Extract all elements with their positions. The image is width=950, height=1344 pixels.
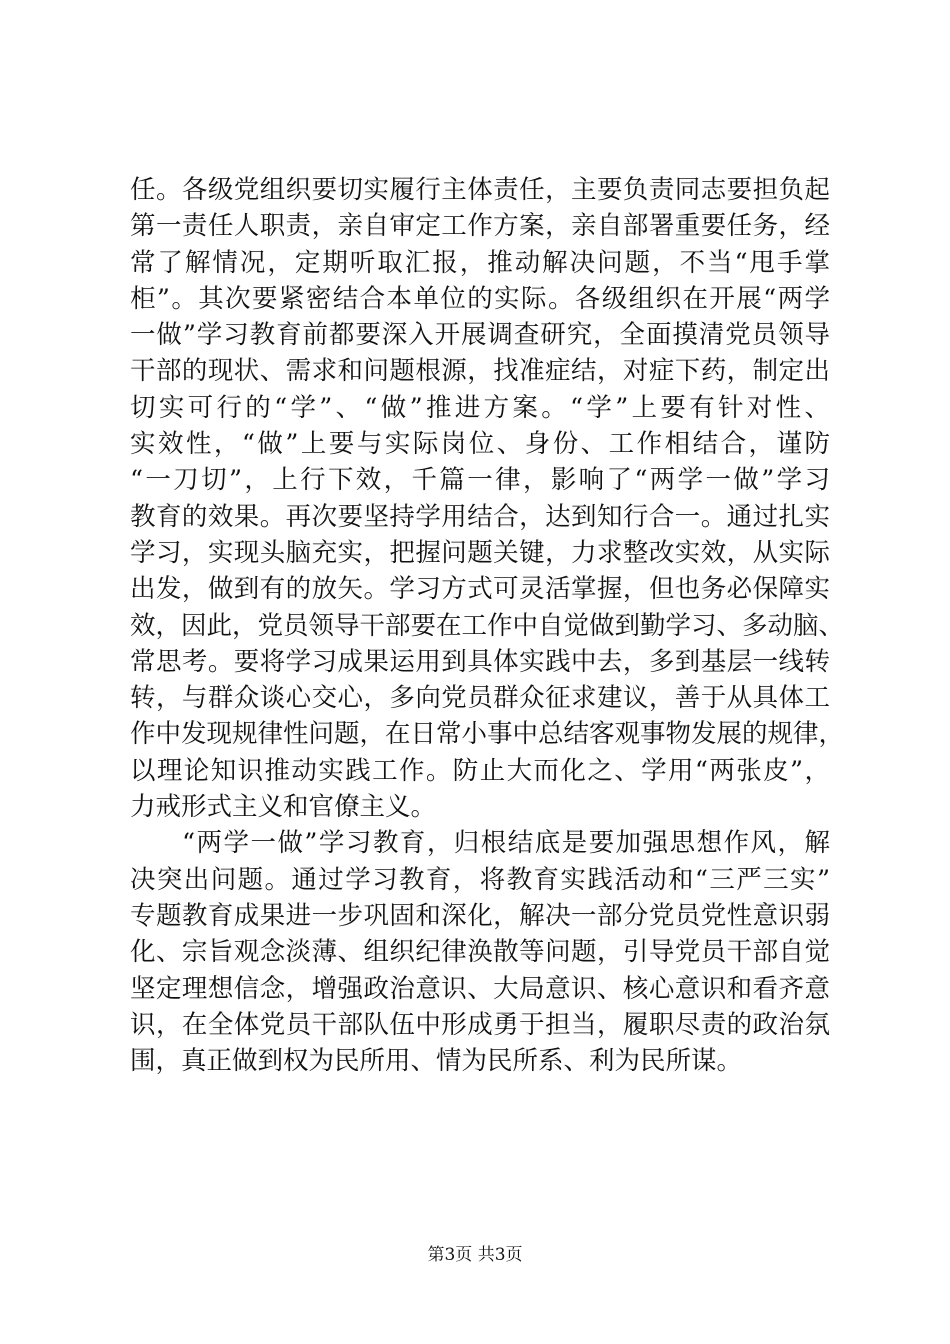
text-line: 学习，实现头脑充实，把握问题关键，力求整改实效，从实际 [130, 537, 830, 568]
text-line: 常了解情况，定期听取汇报，推动解决问题，不当“甩手掌 [130, 247, 830, 278]
text-line: 干部的现状、需求和问题根源，找准症结，对症下药，制定出 [130, 356, 830, 387]
text-line: 以理论知识推动实践工作。防止大而化之、学用“两张皮”， [130, 755, 830, 786]
text-line: 任。各级党组织要切实履行主体责任，主要负责同志要担负起 [130, 175, 830, 205]
text-line: 转，与群众谈心交心，多向党员群众征求建议，善于从具体工 [130, 683, 830, 714]
text-line: 出发，做到有的放矢。学习方式可灵活掌握，但也务必保障实 [130, 574, 830, 605]
text-line: 柜”。其次要紧密结合本单位的实际。各级组织在开展“两学 [130, 283, 830, 314]
text-line: “一刀切”，上行下效，千篇一律，影响了“两学一做”学习 [130, 465, 830, 496]
text-line: 围，真正做到权为民所用、情为民所系、利为民所谋。 [130, 1046, 743, 1077]
paragraph-2 [130, 825, 830, 1079]
text-line: 切实可行的“学”、“做”推进方案。“学”上要有针对性、 [130, 392, 830, 423]
text-line: 坚定理想信念，增强政治意识、大局意识、核心意识和看齐意 [130, 973, 830, 1004]
text-line: 识，在全体党员干部队伍中形成勇于担当，履职尽责的政治氛 [130, 1009, 830, 1040]
text-line: “两学一做”学习教育，归根结底是要加强思想作风，解 [182, 828, 830, 859]
page-number-footer: 第3页 共3页 [427, 1245, 523, 1265]
paragraph-1 [130, 172, 845, 825]
text-line: 力戒形式主义和官僚主义。 [130, 792, 437, 823]
text-line: 教育的效果。再次要坚持学用结合，达到知行合一。通过扎实 [130, 501, 830, 532]
text-line: 效，因此，党员领导干部要在工作中自觉做到勤学习、多动脑、 [130, 610, 845, 641]
text-line: 决突出问题。通过学习教育，将教育实践活动和“三严三实” [130, 864, 830, 895]
text-line: 作中发现规律性问题，在日常小事中总结客观事物发展的规律， [130, 719, 845, 750]
text-line: 第一责任人职责，亲自审定工作方案，亲自部署重要任务，经 [130, 211, 830, 242]
text-line: 实效性，“做”上要与实际岗位、身份、工作相结合，谨防 [130, 429, 830, 460]
text-line: 化、宗旨观念淡薄、组织纪律涣散等问题，引导党员干部自觉 [130, 937, 830, 968]
text-line: 专题教育成果进一步巩固和深化，解决一部分党员党性意识弱 [130, 900, 830, 931]
document-body [130, 172, 845, 1079]
text-line: 一做”学习教育前都要深入开展调查研究，全面摸清党员领导 [130, 320, 830, 351]
text-line: 常思考。要将学习成果运用到具体实践中去，多到基层一线转 [130, 646, 830, 677]
